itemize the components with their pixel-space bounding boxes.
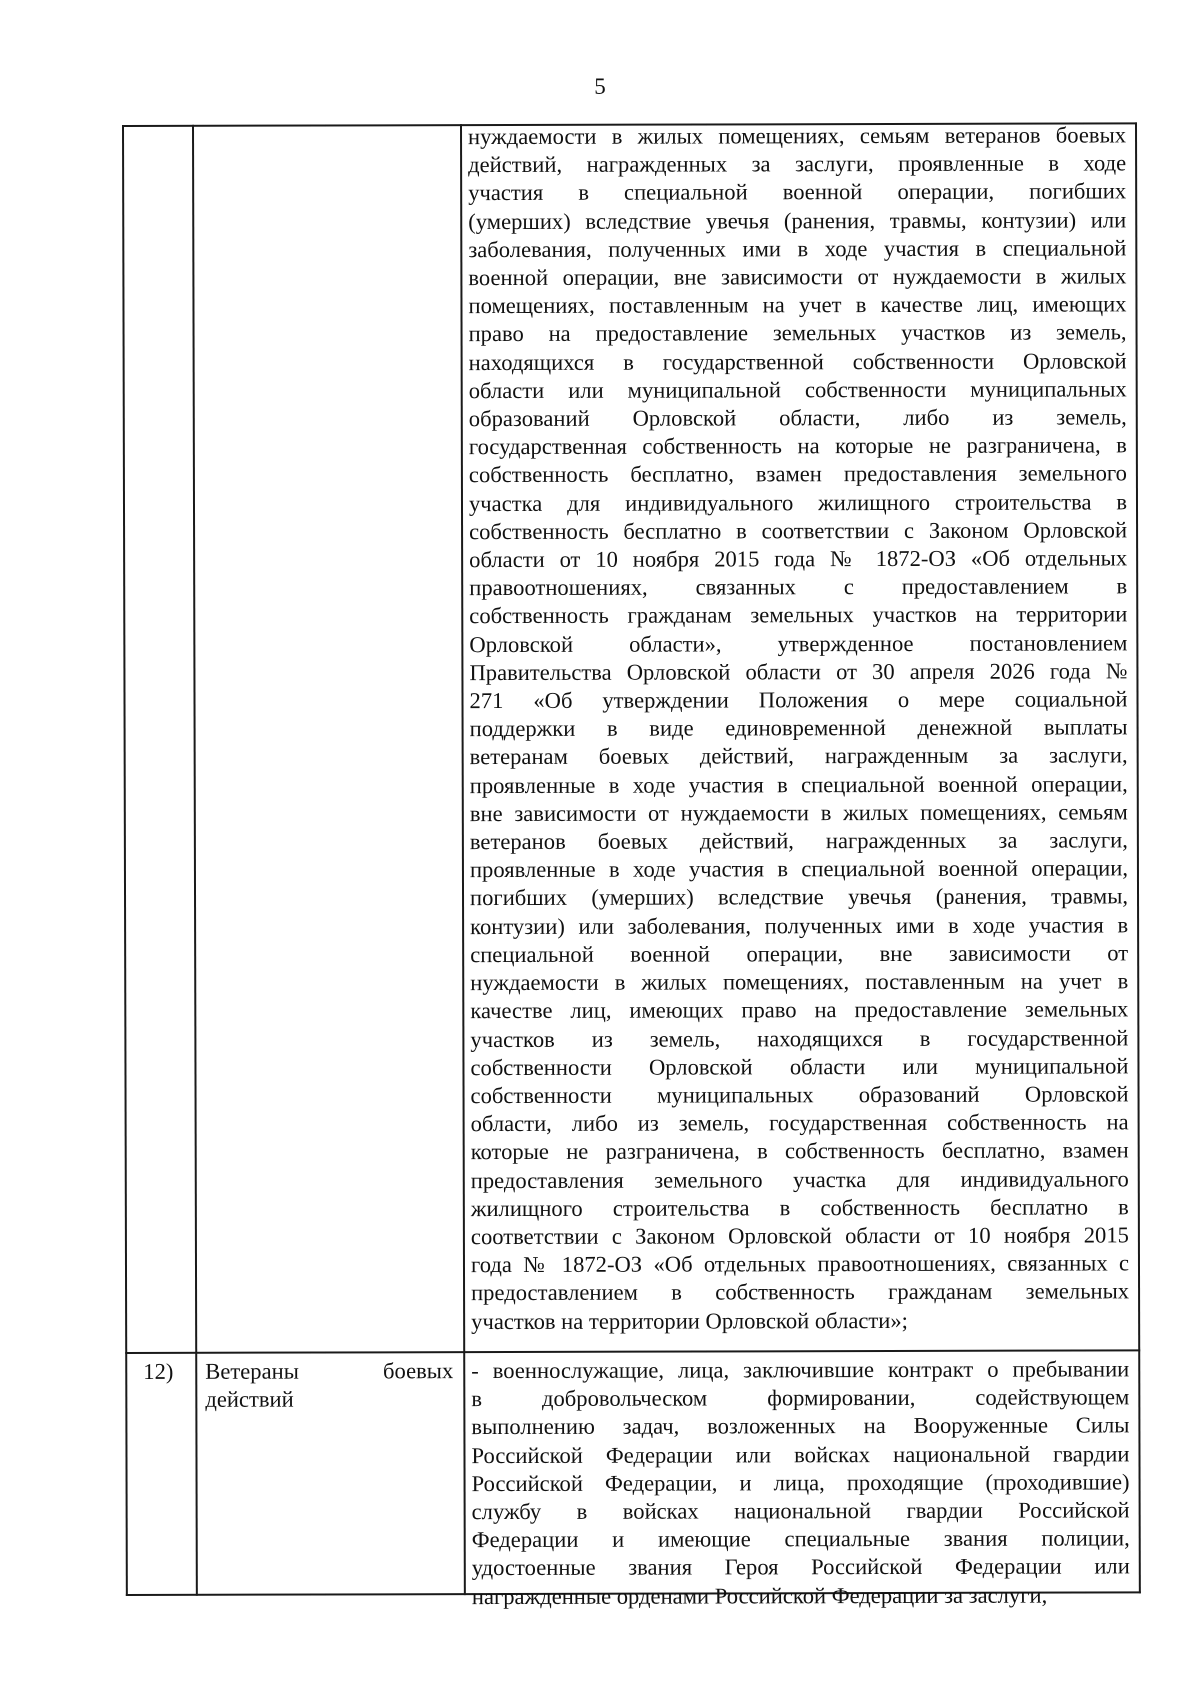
text-line: действий: [205, 1386, 294, 1412]
text-line: участка для индивидуального жилищного строительства в: [468, 489, 1128, 516]
text-line: области, либо из земель, государственная собственность на: [470, 1109, 1129, 1137]
text-line: качестве лиц, имеющих право на предоставление земельных: [470, 996, 1129, 1024]
row-divider: [125, 1349, 1140, 1354]
text-line: собственность гражданам земельных участков на территории: [469, 601, 1128, 629]
text-line: заболевания, полученных ими в ходе участия в специальной: [468, 235, 1127, 262]
text-line: правоотношениях, связанных с предоставлением в: [469, 573, 1128, 601]
row-12-description: [471, 1355, 1130, 1611]
text-line: ветеранам боевых действий, награжденным за заслуги,: [469, 742, 1128, 770]
text-line: службу в войсках национальной гвардии Российской: [471, 1497, 1130, 1525]
text-line: право на предоставление земельных участков из земель,: [468, 319, 1127, 347]
text-line: года № 1872-ОЗ «Об отдельных правоотношениях, связанных с: [470, 1250, 1130, 1278]
table-border-right: [1135, 122, 1141, 1593]
text-line: которые не разграничена, в собственность бесплатно, взамен: [470, 1137, 1129, 1165]
text-line: области от 10 ноября 2015 года № 1872-ОЗ «Об отдельных: [469, 545, 1128, 573]
page-number: 5: [594, 74, 606, 99]
text-line: - военнослужащие, лица, заключившие контракт о пребывании: [471, 1356, 1130, 1384]
table-border-left: [122, 125, 128, 1596]
text-line: государственная собственность на которые не разграничена, в: [468, 432, 1127, 460]
text-line: проявленные в ходе участия в специальной военной операции,: [469, 855, 1128, 883]
text-line: собственности Орловской области или муниципальной: [470, 1053, 1129, 1080]
text-line: собственность бесплатно, взамен предоставления земельного: [468, 460, 1127, 488]
text-line: собственность бесплатно в соответствии с Законом Орловской: [469, 517, 1128, 544]
text-line: собственности муниципальных образований Орловской: [470, 1081, 1129, 1108]
text-line: Орловской области», утвержденное постановлением: [469, 630, 1128, 657]
text-line: Федерации и имеющие специальные звания полиции,: [471, 1525, 1130, 1553]
text-line: Правительства Орловской области от 30 апреля 2026 года №: [469, 658, 1128, 685]
row-12-category: [205, 1357, 453, 1414]
text-line: награжденные орденами Российской Федерации за заслуги,: [471, 1582, 1048, 1609]
text-line: находящихся в государственной собственности Орловской: [468, 347, 1127, 375]
text-line: проявленные в ходе участия в специальной военной операции,: [469, 771, 1128, 798]
text-line: участков из земель, находящихся в государственной: [470, 1024, 1129, 1052]
text-line: предоставлением в собственность гражданам земельных: [471, 1278, 1130, 1306]
text-line: (умерших) вследствие увечья (ранения, травмы, контузии) или: [468, 206, 1127, 234]
text-line: контузии) или заболевания, полученных ими в ходе участия в: [470, 912, 1129, 939]
text-line: военной операции, вне зависимости от нуждаемости в жилых: [468, 263, 1127, 291]
text-line: Ветераны боевых: [205, 1358, 454, 1384]
text-line: соответствии с Законом Орловской области от 10 ноября 2015: [470, 1222, 1129, 1250]
text-line: нуждаемости в жилых помещениях, семьям ветеранов боевых: [467, 122, 1127, 150]
text-line: области или муниципальной собственности муниципальных: [468, 376, 1127, 403]
text-line: действий, награжденных за заслуги, проявленные в ходе: [468, 150, 1127, 178]
text-line: вне зависимости от нуждаемости в жилых помещениях, семьям: [469, 799, 1128, 826]
text-line: Российской Федерации или войсках национальной гвардии: [471, 1440, 1130, 1468]
row-number-12: 12): [143, 1358, 174, 1384]
text-line: удостоенные звания Героя Российской Федерации или: [471, 1553, 1130, 1581]
text-line: предоставления земельного участка для индивидуального: [470, 1165, 1129, 1193]
text-line: Российской Федерации, и лица, проходящие (проходившие): [471, 1469, 1130, 1496]
text-line: специальной военной операции, вне зависимости от: [470, 940, 1129, 967]
text-line: помещениях, поставленным на учет в качестве лиц, имеющих: [468, 291, 1127, 319]
text-line: ветеранов боевых действий, награжденных за заслуги,: [469, 827, 1128, 855]
text-line: поддержки в виде единовременной денежной выплаты: [469, 714, 1128, 742]
text-line: 271 «Об утверждении Положения о мере социальной: [469, 686, 1128, 714]
document-table: [122, 122, 1141, 1609]
text-line: участия в специальной военной операции, погибших: [468, 178, 1127, 206]
text-line: жилищного строительства в собственность бесплатно в: [470, 1194, 1129, 1221]
column-divider-2: [460, 124, 466, 1595]
text-line: нуждаемости в жилых помещениях, поставленным на учет в: [470, 968, 1129, 996]
column-divider-1: [192, 125, 198, 1596]
text-line: образований Орловской области, либо из земель,: [468, 404, 1127, 432]
text-line: в добровольческом формировании, содействующем: [471, 1384, 1130, 1412]
text-line: выполнению задач, возложенных на Вооруженные Силы: [471, 1412, 1130, 1440]
text-line: участков на территории Орловской области»;: [471, 1307, 908, 1334]
table-row-continuation-description: [468, 121, 1129, 1335]
text-line: погибших (умерших) вследствие увечья (ранения, травмы,: [469, 883, 1129, 911]
